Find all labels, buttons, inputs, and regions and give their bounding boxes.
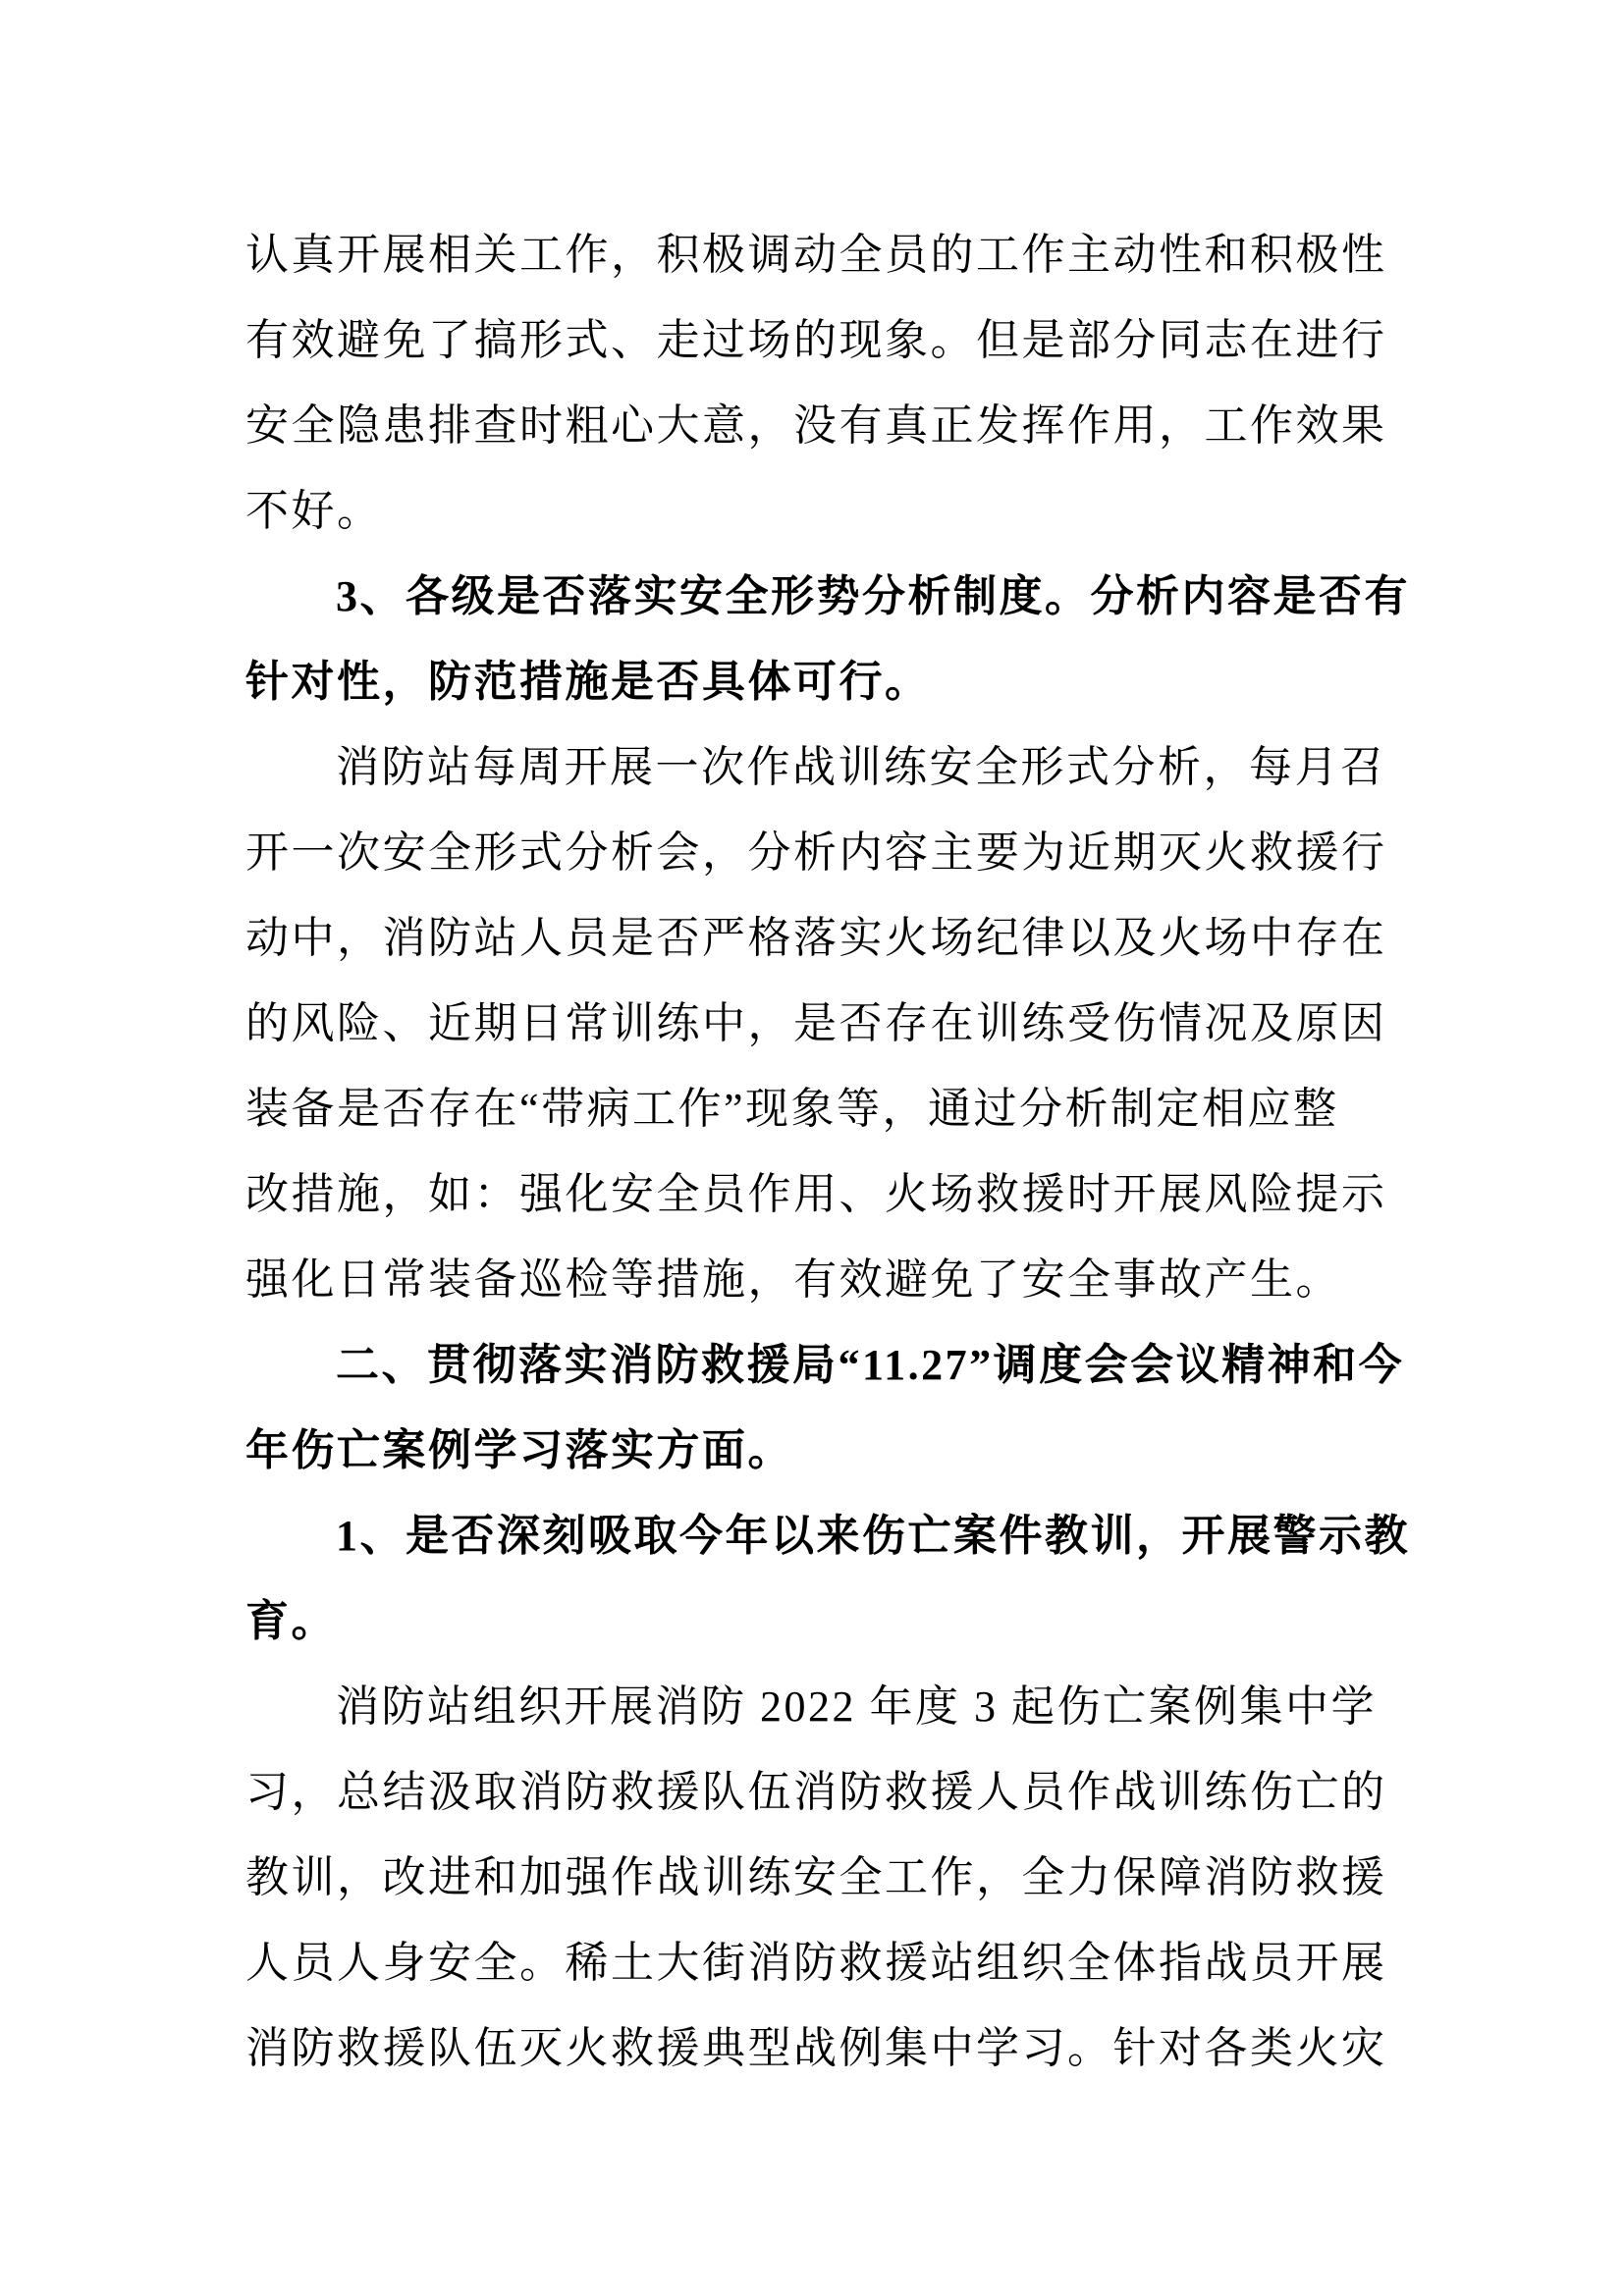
text-line: 1、是否深刻吸取今年以来伤亡案件教训，开展警示教 [336,1512,1410,1560]
text-line: 有效避免了搞形式、走过场的现象。但是部分同志在进行 [245,316,1387,364]
text-line: 育。 [245,1597,337,1645]
paragraph [245,212,1386,554]
text-line: 年伤亡案例学习落实方面。 [245,1426,793,1474]
paragraph [245,724,1386,1322]
text-line: 开一次安全形式分析会，分析内容主要为近期灭火救援行 [245,828,1387,877]
heading-paragraph [245,554,1410,724]
text-line: 认真开展相关工作，积极调动全员的工作主动性和积极性 [245,231,1387,279]
text-line: 改措施，如：强化安全员作用、火场救援时开展风险提示 [245,1170,1387,1218]
text-line: 二、贯彻落实消防救援局“11.27”调度会会议精神和今 [336,1341,1405,1389]
document-body [245,212,1410,2091]
text-line: 习，总结汲取消防救援队伍消防救援人员作战训练伤亡的 [245,1768,1387,1816]
text-line: 的风险、近期日常训练中，是否存在训练受伤情况及原因 [245,999,1387,1047]
text-line: 强化日常装备巡检等措施，有效避免了安全事故产生。 [245,1255,1341,1304]
text-line: 消防站组织开展消防 2022 年度 3 起伤亡案例集中学 [336,1682,1377,1731]
text-line: 消防站每周开展一次作战训练安全形式分析，每月召 [336,743,1386,791]
text-line: 消防救援队伍灭火救援典型战例集中学习。针对各类火灾 [245,2024,1387,2072]
text-line: 安全隐患排查时粗心大意，没有真正发挥作用，工作效果 [245,401,1387,450]
text-line: 装备是否存在“带病工作”现象等，通过分析制定相应整 [245,1085,1339,1133]
text-line: 教训，改进和加强作战训练安全工作，全力保障消防救援 [245,1853,1387,1901]
text-line: 针对性，防范措施是否具体可行。 [245,658,931,706]
text-line: 3、各级是否落实安全形势分析制度。分析内容是否有 [336,572,1410,620]
paragraph [245,1664,1386,2091]
heading-paragraph [245,1493,1410,1664]
text-line: 动中，消防站人员是否严格落实火场纪律以及火场中存在 [245,914,1387,962]
heading-paragraph [245,1322,1405,1493]
text-line: 人员人身安全。稀土大街消防救援站组织全体指战员开展 [245,1939,1387,1987]
text-line: 不好。 [245,487,383,535]
